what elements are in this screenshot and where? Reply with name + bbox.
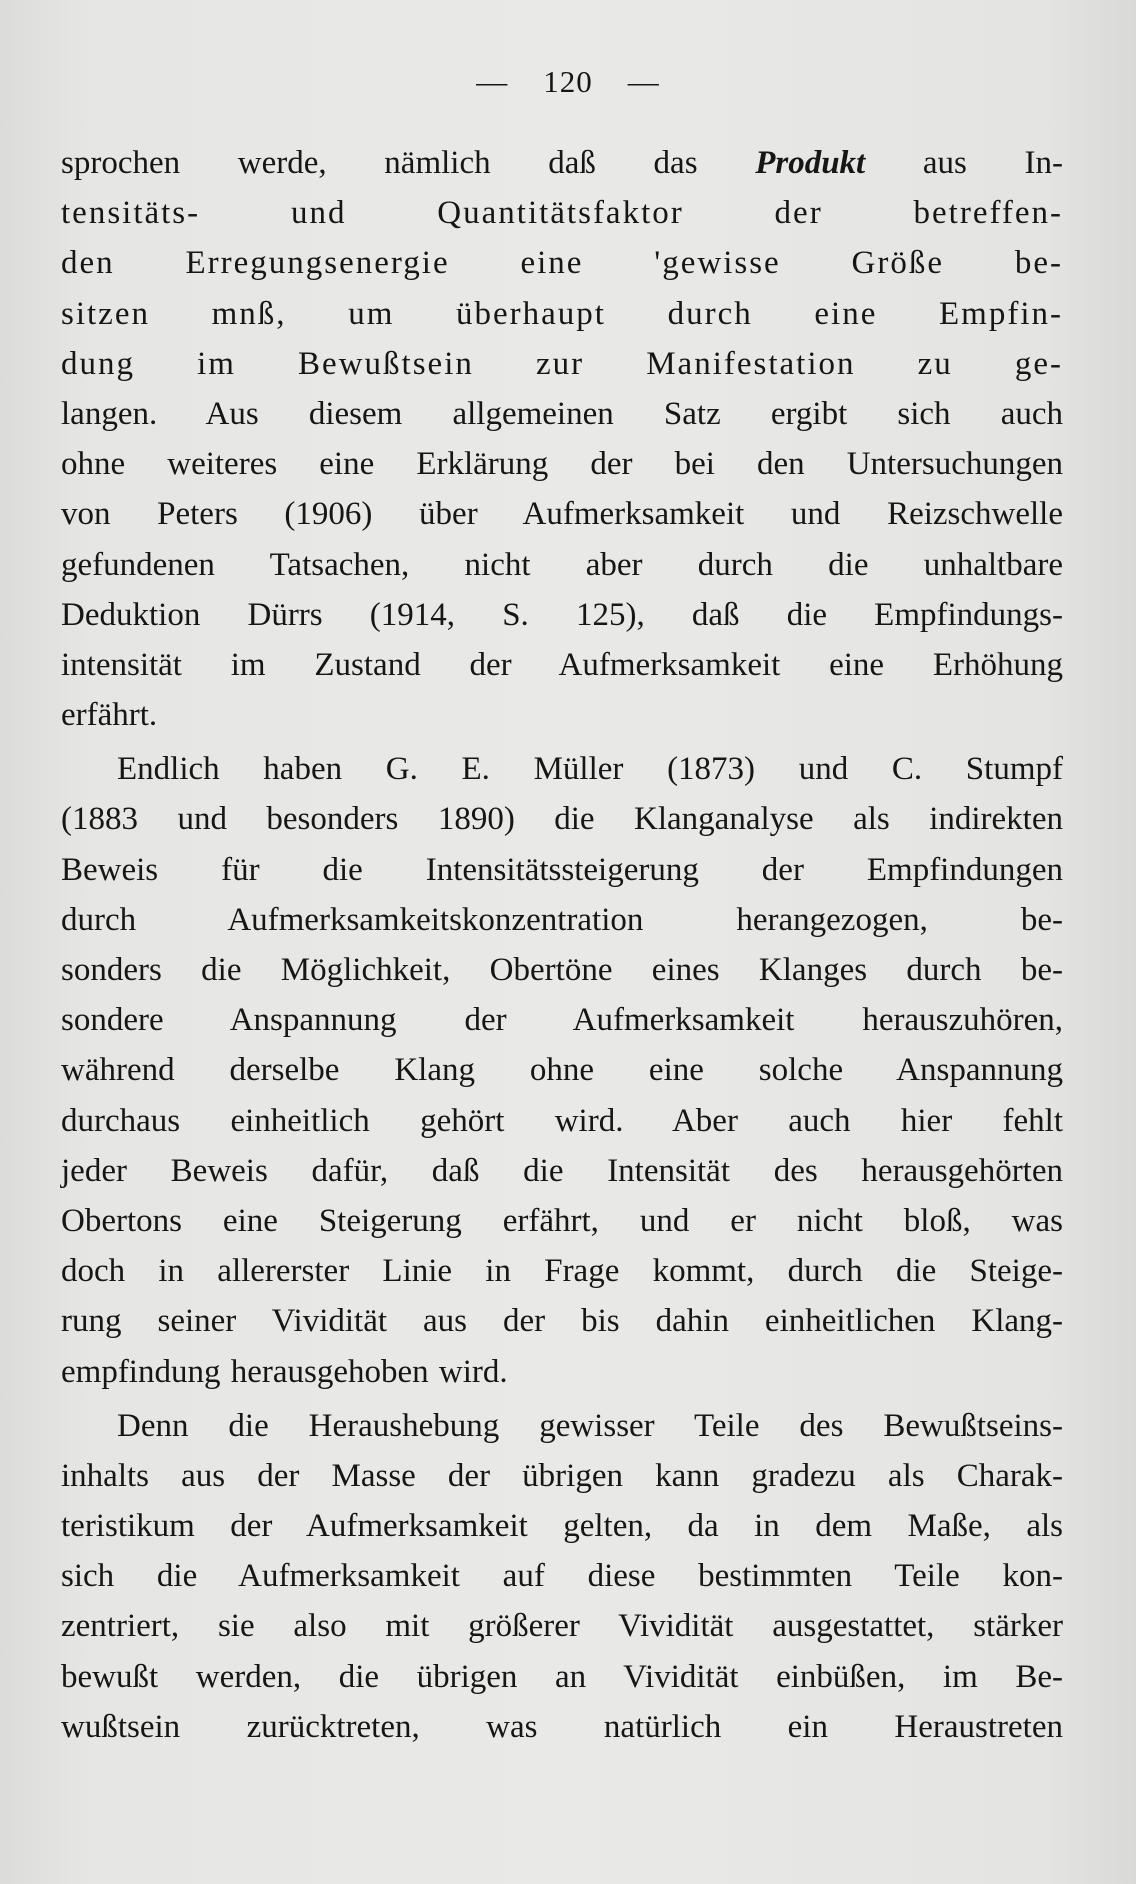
- text-line: durchaus einheitlich gehört wird. Aber auch hier fehlt: [61, 1102, 1063, 1139]
- text-line: sich die Aufmerksamkeit auf diese bestimmten Teile kon-: [61, 1558, 1063, 1595]
- text-line: gefundenen Tatsachen, nicht aber durch die unhaltbare: [61, 546, 1063, 583]
- page-number-header: [0, 64, 1136, 100]
- text-line: dung im Bewußtsein zur Manifestation zu ge-: [61, 345, 1063, 382]
- text-segment: aus In-: [865, 145, 1063, 181]
- text-line: tensitäts- und Quantitätsfaktor der betreffen-: [61, 195, 1063, 232]
- text-line: sitzen mnß, um überhaupt durch eine Empfin-: [61, 295, 1063, 332]
- text-line: durch Aufmerksamkeitskonzentration herangezogen, be-: [61, 901, 1063, 938]
- paragraph-3: [61, 1401, 1063, 1752]
- paragraph-2: [61, 744, 1063, 1396]
- text-line: wußtsein zurücktreten, was natürlich ein Heraustreten: [61, 1708, 1063, 1745]
- text-line: während derselbe Klang ohne eine solche Anspannung: [61, 1052, 1063, 1089]
- text-line: ohne weiteres eine Erklärung der bei den Untersuchungen: [61, 446, 1063, 483]
- text-line: erfährt.: [61, 697, 158, 734]
- text-line: den Erregungsenergie eine 'gewisse Größe be-: [61, 245, 1063, 282]
- text-line: von Peters (1906) über Aufmerksamkeit und Reizschwelle: [61, 496, 1063, 533]
- text-line: intensität im Zustand der Aufmerksamkeit eine Erhöhung: [61, 646, 1063, 683]
- text-line: Beweis für die Intensitätssteigerung der Empfindungen: [61, 851, 1063, 888]
- page-number-dash-right: —: [627, 64, 660, 99]
- text-line: jeder Beweis dafür, daß die Intensität des herausgehörten: [61, 1152, 1063, 1189]
- body-text: [61, 138, 1063, 1752]
- text-line: zentriert, sie also mit größerer Vividität ausgestattet, stärker: [61, 1608, 1063, 1645]
- text-line: rung seiner Vividität aus der bis dahin einheitlichen Klang-: [61, 1303, 1063, 1340]
- text-line: sondere Anspannung der Aufmerksamkeit herauszuhören,: [61, 1002, 1063, 1039]
- text-line: teristikum der Aufmerksamkeit gelten, da in dem Maße, als: [61, 1508, 1063, 1545]
- text-line: inhalts aus der Masse der übrigen kann gradezu als Charak-: [61, 1457, 1063, 1494]
- page-number: 120: [543, 64, 593, 99]
- text-line: sonders die Möglichkeit, Obertöne eines Klanges durch be-: [61, 952, 1063, 988]
- text-segment: sprochen werde, nämlich daß das: [61, 145, 756, 181]
- text-line: Denn die Heraushebung gewisser Teile des Bewußtseins-: [117, 1407, 1063, 1444]
- text-line: Endlich haben G. E. Müller (1873) und C. Stumpf: [117, 751, 1063, 788]
- text-line: langen. Aus diesem allgemeinen Satz ergibt sich auch: [61, 395, 1063, 432]
- paragraph-1: [61, 138, 1063, 740]
- text-line: (1883 und besonders 1890) die Klanganalyse als indirekten: [61, 801, 1063, 838]
- text-line: bewußt werden, die übrigen an Vividität einbüßen, im Be-: [61, 1658, 1063, 1695]
- page-number-dash-left: —: [476, 64, 509, 99]
- text-line: [61, 138, 1063, 188]
- text-line: Deduktion Dürrs (1914, S. 125), daß die Empfindungs-: [61, 596, 1063, 633]
- text-line: empfindung herausgehoben wird.: [61, 1353, 508, 1390]
- text-line: doch in allererster Linie in Frage kommt, durch die Steige-: [61, 1253, 1063, 1290]
- text-line: Obertons eine Steigerung erfährt, und er nicht bloß, was: [61, 1202, 1063, 1239]
- emphasized-term: Produkt: [755, 145, 866, 181]
